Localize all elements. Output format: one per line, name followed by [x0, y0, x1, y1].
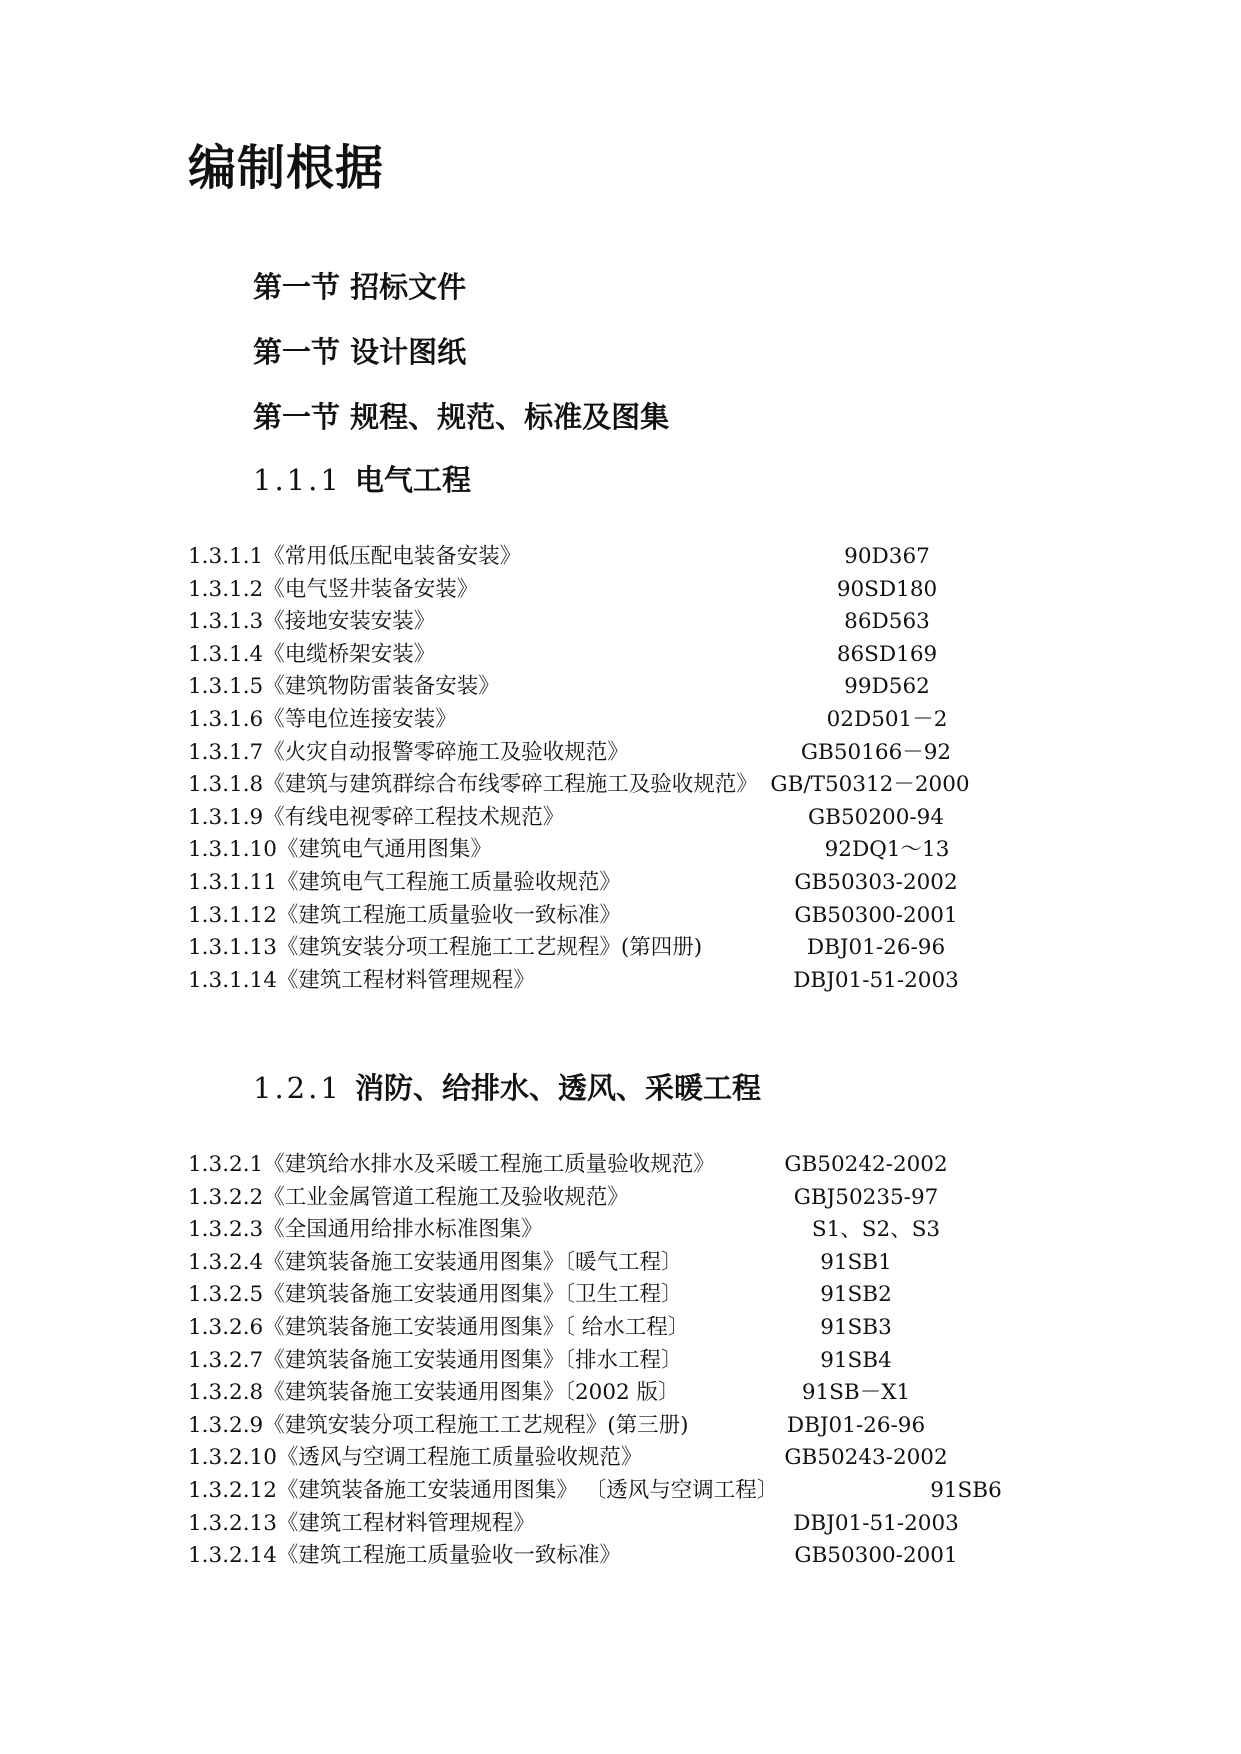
standard-row [188, 1442, 1068, 1475]
subsection-title: 消防、给排水、透风、采暖工程 [355, 1071, 762, 1105]
standard-code: 90D367 [844, 544, 930, 569]
standard-name: 1.3.2.14《建筑工程施工质量验收一致标准》 [188, 1543, 621, 1569]
electrical-standards-list [188, 541, 1068, 997]
standard-name: 1.3.2.5《建筑装备施工安装通用图集》〔卫生工程〕 [188, 1282, 683, 1308]
standard-row [188, 1149, 1068, 1182]
standard-name: 1.3.2.12《建筑装备施工安装通用图集》 〔透风与空调工程〕 [188, 1477, 779, 1503]
standard-code: 91SB4 [820, 1347, 892, 1373]
standard-code: 92DQ1～13 [824, 837, 950, 863]
standard-code: GB50166－92 [800, 739, 952, 765]
standard-code: GB50200-94 [808, 804, 944, 830]
standard-code: S1、S2、S3 [811, 1217, 941, 1243]
standard-row [188, 704, 1068, 737]
standard-code: 91SB－X1 [801, 1380, 911, 1406]
subsection-number: 1.1.1 [253, 463, 342, 497]
standard-name: 1.3.2.6《建筑装备施工安装通用图集》〔 给水工程〕 [188, 1314, 690, 1340]
standard-code: DBJ01-51-2003 [793, 967, 959, 993]
standard-row [188, 1182, 1068, 1215]
standard-name: 1.3.2.10《透风与空调工程施工质量验收规范》 [188, 1445, 643, 1471]
standard-row [188, 834, 1068, 867]
standard-row [188, 541, 1068, 574]
standard-row [188, 802, 1068, 835]
standard-code: GBJ50235-97 [793, 1184, 939, 1210]
standard-row [188, 965, 1068, 998]
standard-row [188, 1214, 1068, 1247]
standard-row [188, 671, 1068, 704]
standard-code: 02D501－2 [826, 706, 948, 732]
standard-row [188, 639, 1068, 672]
section-heading-drawings: 第一节 设计图纸 [253, 335, 467, 369]
standard-name: 1.3.2.9《建筑安装分项工程施工工艺规程》(第三册) [188, 1412, 689, 1438]
standard-name: 1.3.1.5《建筑物防雷装备安装》 [188, 674, 500, 700]
standard-name: 1.3.1.11《建筑电气工程施工质量验收规范》 [188, 869, 621, 895]
standard-name: 1.3.2.7《建筑装备施工安装通用图集》〔排水工程〕 [188, 1347, 683, 1373]
standard-code: DBJ01-26-96 [786, 1412, 926, 1438]
standard-row [188, 1279, 1068, 1312]
standard-row [188, 1345, 1068, 1378]
standard-code: GB50300-2001 [794, 902, 958, 928]
standard-code: GB50300-2001 [794, 1543, 958, 1569]
standard-name: 1.3.1.1《常用低压配电装备安装》 [188, 544, 522, 569]
standard-name: 1.3.1.12《建筑工程施工质量验收一致标准》 [188, 902, 621, 928]
standard-name: 1.3.1.7《火灾自动报警零碎施工及验收规范》 [188, 739, 629, 765]
section-heading-standards: 第一节 规程、规范、标准及图集 [253, 400, 670, 434]
standard-name: 1.3.1.3《接地安装安装》 [188, 609, 436, 635]
standard-code: 86D563 [844, 609, 930, 635]
standard-code: GB50243-2002 [784, 1445, 948, 1471]
standard-code: GB50303-2002 [794, 869, 958, 895]
standard-name: 1.3.1.13《建筑安装分项工程施工工艺规程》(第四册) [188, 935, 703, 961]
standard-name: 1.3.1.4《电缆桥架安装》 [188, 641, 436, 667]
subsection-heading-hvac [253, 1071, 761, 1106]
standard-name: 1.3.1.8《建筑与建筑群综合布线零碎工程施工及验收规范》 [188, 772, 758, 798]
standard-code: 91SB6 [930, 1477, 1002, 1503]
standard-name: 1.3.2.4《建筑装备施工安装通用图集》〔暖气工程〕 [188, 1249, 683, 1275]
standard-row [188, 1508, 1068, 1541]
standard-code: 86SD169 [836, 641, 938, 667]
standard-name: 1.3.1.2《电气竖井装备安装》 [188, 576, 479, 602]
standard-code: 90SD180 [836, 576, 938, 602]
standard-name: 1.3.2.13《建筑工程材料管理规程》 [188, 1510, 535, 1536]
standard-code: 91SB1 [820, 1249, 892, 1275]
standard-row [188, 900, 1068, 933]
standard-code: GB/T50312－2000 [770, 772, 970, 798]
standard-code: 91SB2 [820, 1282, 892, 1308]
standard-name: 1.3.2.2《工业金属管道工程施工及验收规范》 [188, 1184, 629, 1210]
standard-code: 99D562 [844, 674, 930, 700]
standard-code: DBJ01-26-96 [806, 935, 946, 961]
standard-name: 1.3.1.10《建筑电气通用图集》 [188, 837, 492, 863]
standard-name: 1.3.1.6《等电位连接安装》 [188, 706, 457, 732]
standard-code: 91SB3 [820, 1314, 892, 1340]
standard-row [188, 1312, 1068, 1345]
standard-row [188, 867, 1068, 900]
standard-row [188, 1475, 1068, 1508]
standard-row [188, 1377, 1068, 1410]
standard-row [188, 932, 1068, 965]
subsection-number: 1.2.1 [253, 1071, 342, 1105]
standard-row [188, 1247, 1068, 1280]
standard-row [188, 1410, 1068, 1443]
section-heading-tender: 第一节 招标文件 [253, 270, 467, 304]
standard-name: 1.3.1.9《有线电视零碎工程技术规范》 [188, 804, 565, 830]
subsection-heading-electrical [253, 463, 471, 498]
standard-row [188, 737, 1068, 770]
subsection-title: 电气工程 [355, 463, 472, 497]
hvac-standards-list [188, 1149, 1068, 1573]
standard-row [188, 769, 1068, 802]
standard-row [188, 606, 1068, 639]
standard-name: 1.3.2.1《建筑给水排水及采暖工程施工质量验收规范》 [188, 1152, 715, 1177]
standard-name: 1.3.2.3《全国通用给排水标准图集》 [188, 1217, 543, 1243]
standard-code: DBJ01-51-2003 [793, 1510, 959, 1536]
standard-row [188, 574, 1068, 607]
standard-code: GB50242-2002 [784, 1152, 948, 1177]
standard-name: 1.3.1.14《建筑工程材料管理规程》 [188, 967, 535, 993]
page-title: 编制根据 [188, 140, 385, 196]
standard-name: 1.3.2.8《建筑装备施工安装通用图集》〔2002 版〕 [188, 1380, 680, 1406]
standard-row [188, 1540, 1068, 1573]
